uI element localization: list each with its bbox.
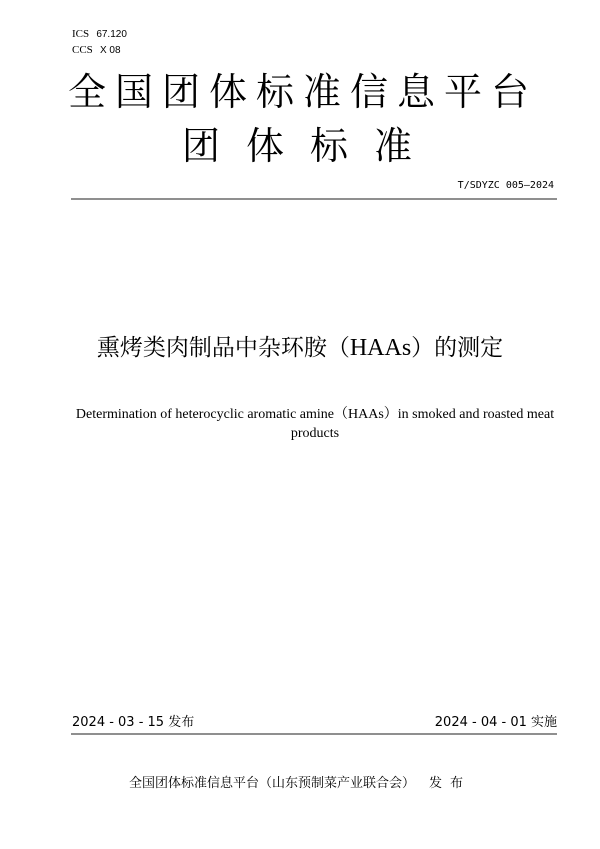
- ics-label: ICS: [72, 28, 90, 40]
- document-title-cn: [0, 333, 600, 363]
- header-divider: [71, 198, 557, 200]
- ics-code: [72, 28, 127, 41]
- issue-date: 2024 - 03 - 15 发布: [72, 715, 195, 730]
- publish-action: 发布: [429, 776, 472, 791]
- ccs-label: CCS: [72, 44, 93, 56]
- publisher-line: [0, 775, 600, 793]
- implementation-date: 2024 - 04 - 01 实施: [434, 715, 557, 730]
- footer-divider: [71, 733, 557, 735]
- cn-title-abbr: HAAs: [349, 335, 412, 361]
- cn-title-suffix: ）的测定: [411, 335, 504, 361]
- ccs-value: X 08: [99, 45, 121, 56]
- standard-kind-title: 团体标准: [181, 124, 438, 168]
- publisher-name: 全国团体标准信息平台（山东预制菜产业联合会）: [128, 776, 415, 791]
- document-title-en: Determination of heterocyclic aromatic amine（HAAs）in smoked and roasted meat products: [75, 407, 555, 441]
- cn-title-prefix: 熏烤类肉制品中杂环胺（: [96, 335, 350, 361]
- standard-number: T/SDYZC 005—2024: [457, 180, 554, 191]
- ccs-code: [72, 44, 121, 57]
- platform-title: 全国团体标准信息平台: [67, 70, 538, 114]
- ics-value: 67.120: [96, 29, 127, 40]
